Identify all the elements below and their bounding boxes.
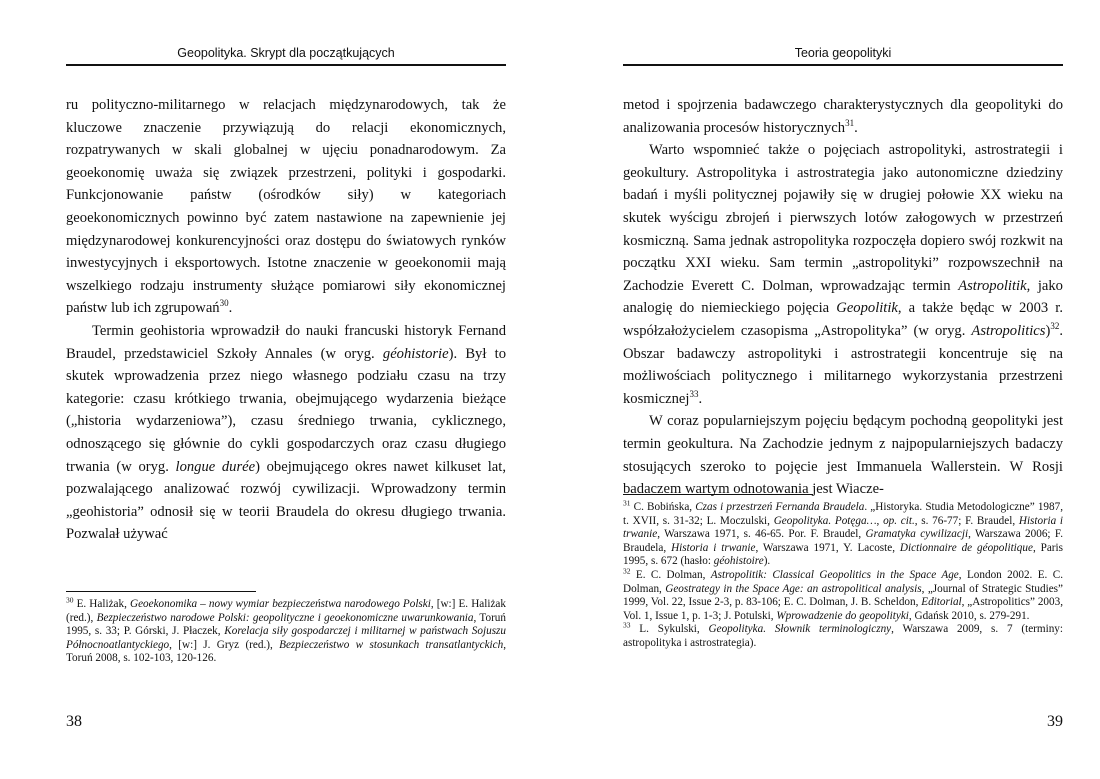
text-run: , [w:] E. Haliżak (red.), [66, 598, 506, 624]
text-run: W coraz popularniejszym pojęciu będącym pochodną geopolityki jest termin geokultura. Na Zachodzie jednym z najpopularniejszych badaczy stosujących szeroko to pojęcie jest Immanuela Wallerstein. W Rosji badaczem wartym odnotowania jest Wiacze- [623, 413, 1063, 498]
paragraph [66, 320, 506, 546]
italic-text: Historia i trwanie [623, 514, 1063, 541]
footnote-rule [66, 591, 256, 592]
italic-text: Wprowadzenie do geopolityki [776, 609, 909, 622]
right-page [623, 0, 1063, 779]
footnote-ref: 32 [623, 566, 631, 576]
footnote [66, 595, 507, 666]
italic-text: longue durée [175, 458, 256, 475]
footnote [623, 566, 1064, 623]
italic-text: Historia i trwanie [671, 541, 756, 554]
text-run: , Warszawa 2009, s. 7 (terminy: astropolityka i astrostrategia). [623, 623, 1064, 649]
footnote-ref: 30 [219, 298, 229, 309]
footnotes [66, 595, 507, 666]
text-run: E. Haliżak, [73, 598, 130, 610]
italic-text: Geoekonomika – nowy wymiar bezpieczeństwa narodowego Polski [129, 598, 431, 610]
italic-text: Astropolitik [958, 277, 1027, 294]
running-head: Teoria geopolityki [794, 46, 892, 60]
text-run: . Obszar badawczy astropolityki i astrostrategii koncentruje się na możliwościach politycznego i militarnego wykorzystania przestrzeni kosmicznej [623, 322, 1063, 407]
text-run: , Toruń 1995, s. 33; P. Górski, J. Płaczek, [66, 611, 506, 638]
text-run: . [698, 390, 703, 407]
text-run: , [876, 514, 884, 527]
text-run: ) obejmującego okres nawet kilkuset lat, pozwalającego analizować rozwój cywilizacji. Wprowadzony termin „geohistoria” odnosił się w teorii Braudela do okresu długiego trwania. Pozwalał używać [66, 458, 506, 543]
italic-text: Astropolitics [971, 322, 1046, 339]
italic-text: Astropolitik: Classical Geopolitics in the Space Age [710, 568, 959, 581]
footnote-rule [623, 494, 813, 495]
text-run: ). Był to skutek wprowadzenia przez niego własnego podziału czasu na trzy kategorie: czasu krótkiego trwania, obejmującego wydarzenia bieżące („historia wydarzeniowa”), czasu średniego trwania, cyklicznego, odnoszącego się głównie do cykli gospodarczych oraz czasu długiego trwania (w oryg. [66, 345, 506, 475]
footnote-ref: 32 [1050, 321, 1060, 332]
text-run: , jako analogię do niemieckiego pojęcia [623, 277, 1063, 317]
paragraph [623, 94, 1063, 139]
text-run: , Warszawa 1971, s. 46-65. Por. F. Braudel, [657, 528, 866, 541]
footnote-ref: 31 [845, 117, 855, 128]
running-head: Geopolityka. Skrypt dla początkujących [177, 46, 395, 60]
italic-text: Czas i przestrzeń Fernanda Braudela [695, 501, 865, 513]
page-number: 38 [66, 713, 82, 730]
footnote [623, 620, 1064, 650]
italic-text: géohistorie [382, 345, 449, 362]
text-run: C. Bobińska, [630, 501, 696, 513]
left-page [66, 0, 506, 779]
footnote [623, 498, 1064, 569]
footnote-ref: 33 [623, 620, 631, 630]
text-run: ). [763, 555, 771, 568]
paragraph [623, 410, 1063, 500]
page-number: 39 [1047, 713, 1063, 730]
body-text [623, 94, 1063, 501]
text-run: ) [1045, 322, 1051, 339]
header-rule [66, 64, 506, 66]
text-run: metod i spojrzenia badawczego charakterystycznych dla geopolityki do analizowania procesów historycznych [623, 97, 1063, 136]
italic-text: Editorial [921, 596, 962, 609]
text-run: , Paris 1995, s. 672 (hasło: [623, 541, 1063, 568]
paragraph [66, 94, 506, 320]
text-run: . [854, 119, 858, 136]
text-run: Warto wspomnieć także o pojęciach astropolityki, astrostrategii i geokultury. Astropolityka i astrostrategia jako autonomiczne dziedziny badań i myśli politycznej pojawiły się w drugiej połowie XX wieku na skutek wyścigu zbrojeń i pierwszych lotów załogowych w przestrzeń kosmiczną. Sama jednak astropolityka rozpoczęła dopiero swój rozkwit na początku XXI wieku. Sam termin „astropolityki” rozpowszechnił na Zachodzie Everett C. Dolman, wprowadzając termin [623, 142, 1063, 294]
italic-text: Geopolityka. Potęga… [773, 514, 877, 527]
italic-text: Dictionnaire de géopolitique [899, 541, 1033, 554]
text-run: , „Journal of Strategic Studies” 1999, Vol. 22, Issue 2-3, p. 83-106; E. C. Dolman, J. B. Scheldon, [623, 582, 1063, 609]
text-run: , „Astropolitics” 2003, Vol. 1, Issue 1, p. 1-3; J. Potulski, [623, 596, 1064, 622]
italic-text: Geopolityka. Słownik terminologiczny [708, 623, 892, 636]
paragraph [623, 139, 1063, 410]
body-text [66, 94, 506, 546]
italic-text: Geopolitik [836, 300, 898, 317]
text-run: , Warszawa 2006; F. Braudela, [623, 528, 1063, 554]
text-run: , London 2002. E. C. Dolman, [623, 568, 1064, 595]
footnote-ref: 31 [623, 498, 631, 508]
text-run: , Toruń 2008, s. 102-103, 120-126. [66, 638, 507, 665]
text-run: Termin geohistoria wprowadził do nauki francuski historyk Fernand Braudel, przedstawiciel Szkoły Annales (w oryg. [66, 322, 506, 362]
italic-text: géohistoire [713, 555, 764, 568]
text-run: , a także będąc w 2003 r. współzałożycielem czasopisma „Astropolityka” (w oryg. [623, 300, 1063, 339]
italic-text: Korelacja siły gospodarczej i militarnej w państwach Sojuszu Północnoatlantyckiego [66, 625, 506, 651]
text-run: L. Sykulski, [630, 623, 709, 636]
text-run: . [228, 300, 233, 317]
text-run: E. C. Dolman, [630, 568, 711, 581]
text-run: . „Historyka. Studia Metodologiczne” 1987, t. XVII, s. 31-32; L. Moczulski, [623, 501, 1064, 527]
footnote-ref: 30 [66, 595, 74, 605]
footnotes [623, 498, 1064, 651]
footnote-ref: 33 [689, 388, 699, 399]
italic-text: Bezpieczeństwo w stosunkach transatlantyckich [279, 638, 504, 651]
text-run: , Gdańsk 2010, s. 279-291. [908, 609, 1030, 622]
text-run: ru polityczno-militarnego w relacjach międzynarodowych, tak że kluczowe znaczenie przywiązują do relacji ekonomicznych, rozpatrywanych w skali globalnej w ujęciu ponadnarodowym. Za geoekonomię uważa się związek przestrzeni, polityki i gospodarki. Funkcjonowanie państw (ośrodków siły) w kategoriach geoekonomicznych powinno być zatem nastawione na zapewnienie jej międzynarodowej konkurencyjności oraz dostępu do światowych rynków inwestycyjnych i eksportowych. Istotne znaczenie w geoekonomii mają wszelkiego rodzaju instrumenty służące pomiarowi siły ekonomicznej państw lub ich zgrupowań [66, 97, 506, 317]
text-run: , Warszawa 1971, Y. Lacoste, [755, 541, 900, 554]
italic-text: op. cit. [883, 514, 915, 527]
text-run: , s. 76-77; F. Braudel, [914, 514, 1019, 527]
header-rule [623, 64, 1063, 66]
italic-text: Bezpieczeństwo narodowe Polski: geopolityczne i geoekonomiczne uwarunkowania [96, 611, 474, 624]
italic-text: Gramatyka cywilizacji [865, 528, 969, 541]
text-run: , [w:] J. Gryz (red.), [169, 638, 280, 651]
italic-text: Geostrategy in the Space Age: an astropolitical analysis [665, 582, 922, 595]
